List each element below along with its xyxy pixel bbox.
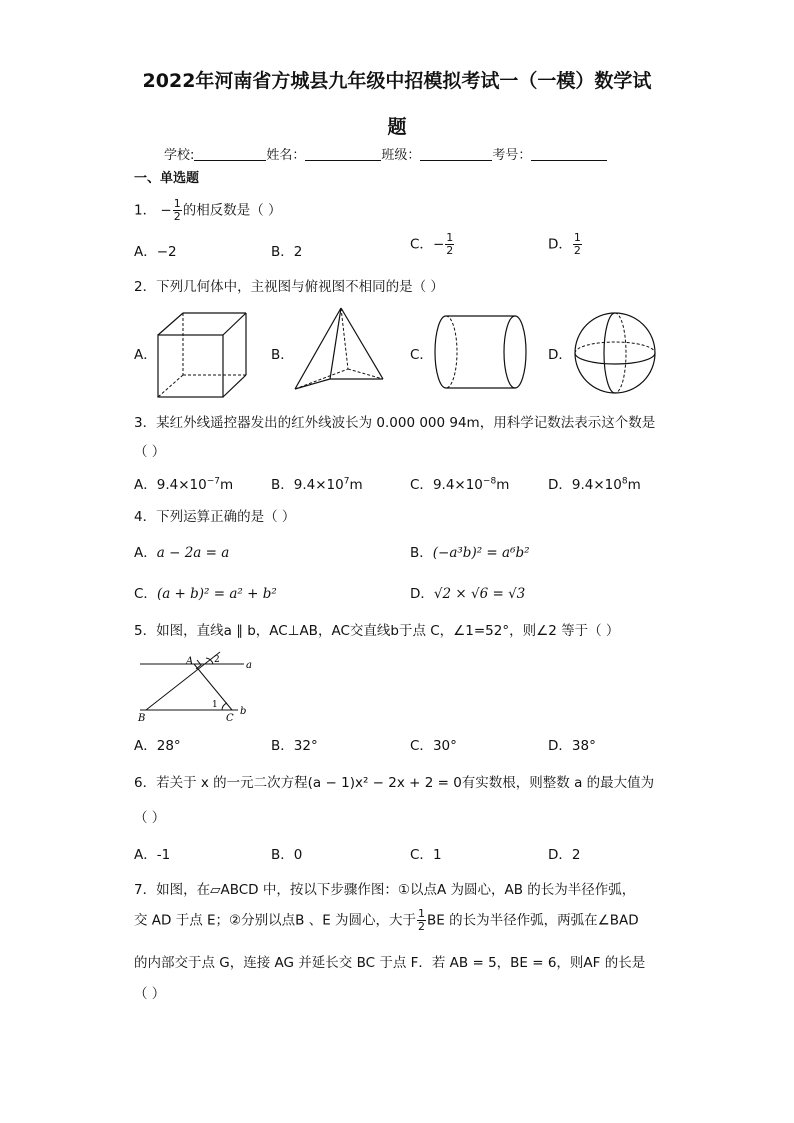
pyramid-figure — [292, 306, 387, 394]
q5-option-b[interactable]: B．32° — [271, 738, 318, 754]
school-blank[interactable] — [194, 147, 266, 161]
label-a: a — [246, 660, 252, 671]
question-2-stem: 2．下列几何体中，主视图与俯视图不相同的是（ ） — [134, 279, 444, 295]
fraction: $\frac{1}{2}$ — [173, 197, 181, 223]
q6-option-b[interactable]: B．0 — [271, 847, 303, 863]
label-B: B — [138, 713, 146, 724]
q4-option-a[interactable]: A．a − 2a = a — [134, 545, 230, 561]
question-number: 6． — [134, 775, 157, 791]
q4-option-d[interactable]: D．√2 × √6 = √3 — [410, 586, 526, 602]
class-label: 班级： — [381, 148, 421, 163]
q3-option-b[interactable]: B．$9.4\times 10^7m$ — [271, 476, 363, 493]
exam-title: 2022年河南省方城县九年级中招模拟考试一（一模）数学试 — [142, 70, 652, 92]
q2-option-a[interactable]: A． — [134, 347, 157, 363]
angle-1-arc — [222, 703, 227, 710]
cube-figure — [155, 310, 250, 400]
question-7-line1: 7．如图，在▱ABCD 中，按以下步骤作图：①以点A 为圆心，AB 的长为半径作弧， — [134, 882, 636, 898]
class-blank[interactable] — [420, 147, 492, 161]
question-3-stem: 3．某红外线遥控器发出的红外线波长为 0.000 000 94m，用科学记数法表示这个数是 — [134, 415, 656, 431]
question-6-stem: 6．若关于 x 的一元二次方程(a − 1)x² − 2x + 2 = 0有实数根，则整数 a 的最大值为 — [134, 775, 655, 791]
question-number: 2． — [134, 279, 157, 295]
section-heading: 一、单选题 — [134, 171, 200, 186]
name-blank[interactable] — [305, 147, 381, 161]
question-number: 3． — [134, 415, 157, 431]
label-angle-2: 2 — [214, 655, 220, 665]
q5-option-c[interactable]: C．30° — [410, 738, 457, 754]
question-5-stem: 5．如图，直线a ∥ b，AC⊥AB，AC交直线b于点 C，∠1=52°，则∠2 等于（ ） — [134, 623, 620, 639]
label-b: b — [240, 706, 247, 717]
exam-no-label: 考号： — [492, 148, 532, 163]
q1-option-b[interactable]: B．2 — [271, 244, 303, 260]
question-number: 1． — [134, 202, 157, 219]
question-4-stem: 4．下列运算正确的是（ ） — [134, 509, 296, 525]
q3-option-c[interactable]: C．$9.4\times 10^{-8}m$ — [410, 476, 510, 493]
label-C: C — [226, 713, 234, 724]
q2-option-d[interactable]: D． — [548, 347, 572, 363]
q6-option-d[interactable]: D．2 — [548, 847, 581, 863]
q1-option-c[interactable]: C．− $\frac{1}{2}$ — [410, 231, 454, 257]
label-angle-1: 1 — [212, 700, 218, 710]
q5-option-a[interactable]: A．28° — [134, 738, 181, 754]
fraction: $\frac{1}{2}$ — [446, 231, 454, 257]
fraction: $\frac{1}{2}$ — [573, 231, 581, 257]
question-3-stem-cont: （ ） — [134, 444, 166, 460]
exam-no-blank[interactable] — [531, 147, 607, 161]
question-number: 5． — [134, 623, 157, 639]
q3-option-d[interactable]: D．$9.4\times 10^8m$ — [548, 476, 641, 493]
exam-title-continued: 题 — [387, 116, 407, 138]
parallel-lines-figure — [134, 648, 264, 724]
q6-option-c[interactable]: C．1 — [410, 847, 442, 863]
q3-option-a[interactable]: A．$9.4\times 10^{-7}m$ — [134, 476, 234, 493]
q1-option-d[interactable]: D． $\frac{1}{2}$ — [548, 231, 581, 257]
question-6-stem-cont: （ ） — [134, 810, 166, 826]
q2-option-b[interactable]: B． — [271, 347, 294, 363]
question-number: 4． — [134, 509, 157, 525]
name-label: 姓名： — [266, 148, 306, 163]
question-number: 7． — [134, 882, 157, 898]
line-ab — [146, 652, 220, 710]
question-1-stem: 1． − $\frac{1}{2}$ 的相反数是（ ） — [134, 197, 282, 223]
q6-option-a[interactable]: A．-1 — [134, 847, 171, 863]
q2-option-c[interactable]: C． — [410, 347, 433, 363]
q4-option-b[interactable]: B．(−a³b)² = a⁶b² — [410, 545, 530, 561]
q4-option-c[interactable]: C．(a + b)² = a² + b² — [134, 586, 277, 602]
student-info-row — [164, 144, 607, 163]
q5-option-d[interactable]: D．38° — [548, 738, 596, 754]
question-7-line3: 的内部交于点 G，连接 AG 并延长交 BC 于点 F．若 AB = 5，BE = 6，则AF 的长是 — [134, 955, 646, 971]
q1-option-a[interactable]: A．−2 — [134, 244, 177, 260]
sphere-figure — [572, 310, 658, 396]
question-7-line2: 交 AD 于点 E；②分别以点B 、E 为圆心，大于 $\frac{1}{2}$ BE 的长为半径作弧，两弧在∠BAD — [134, 907, 639, 933]
label-A: A — [186, 656, 194, 667]
school-label: 学校: — [164, 148, 195, 163]
cylinder-figure — [432, 312, 530, 392]
fraction: $\frac{1}{2}$ — [418, 907, 426, 933]
question-7-line4: （ ） — [134, 986, 166, 1002]
